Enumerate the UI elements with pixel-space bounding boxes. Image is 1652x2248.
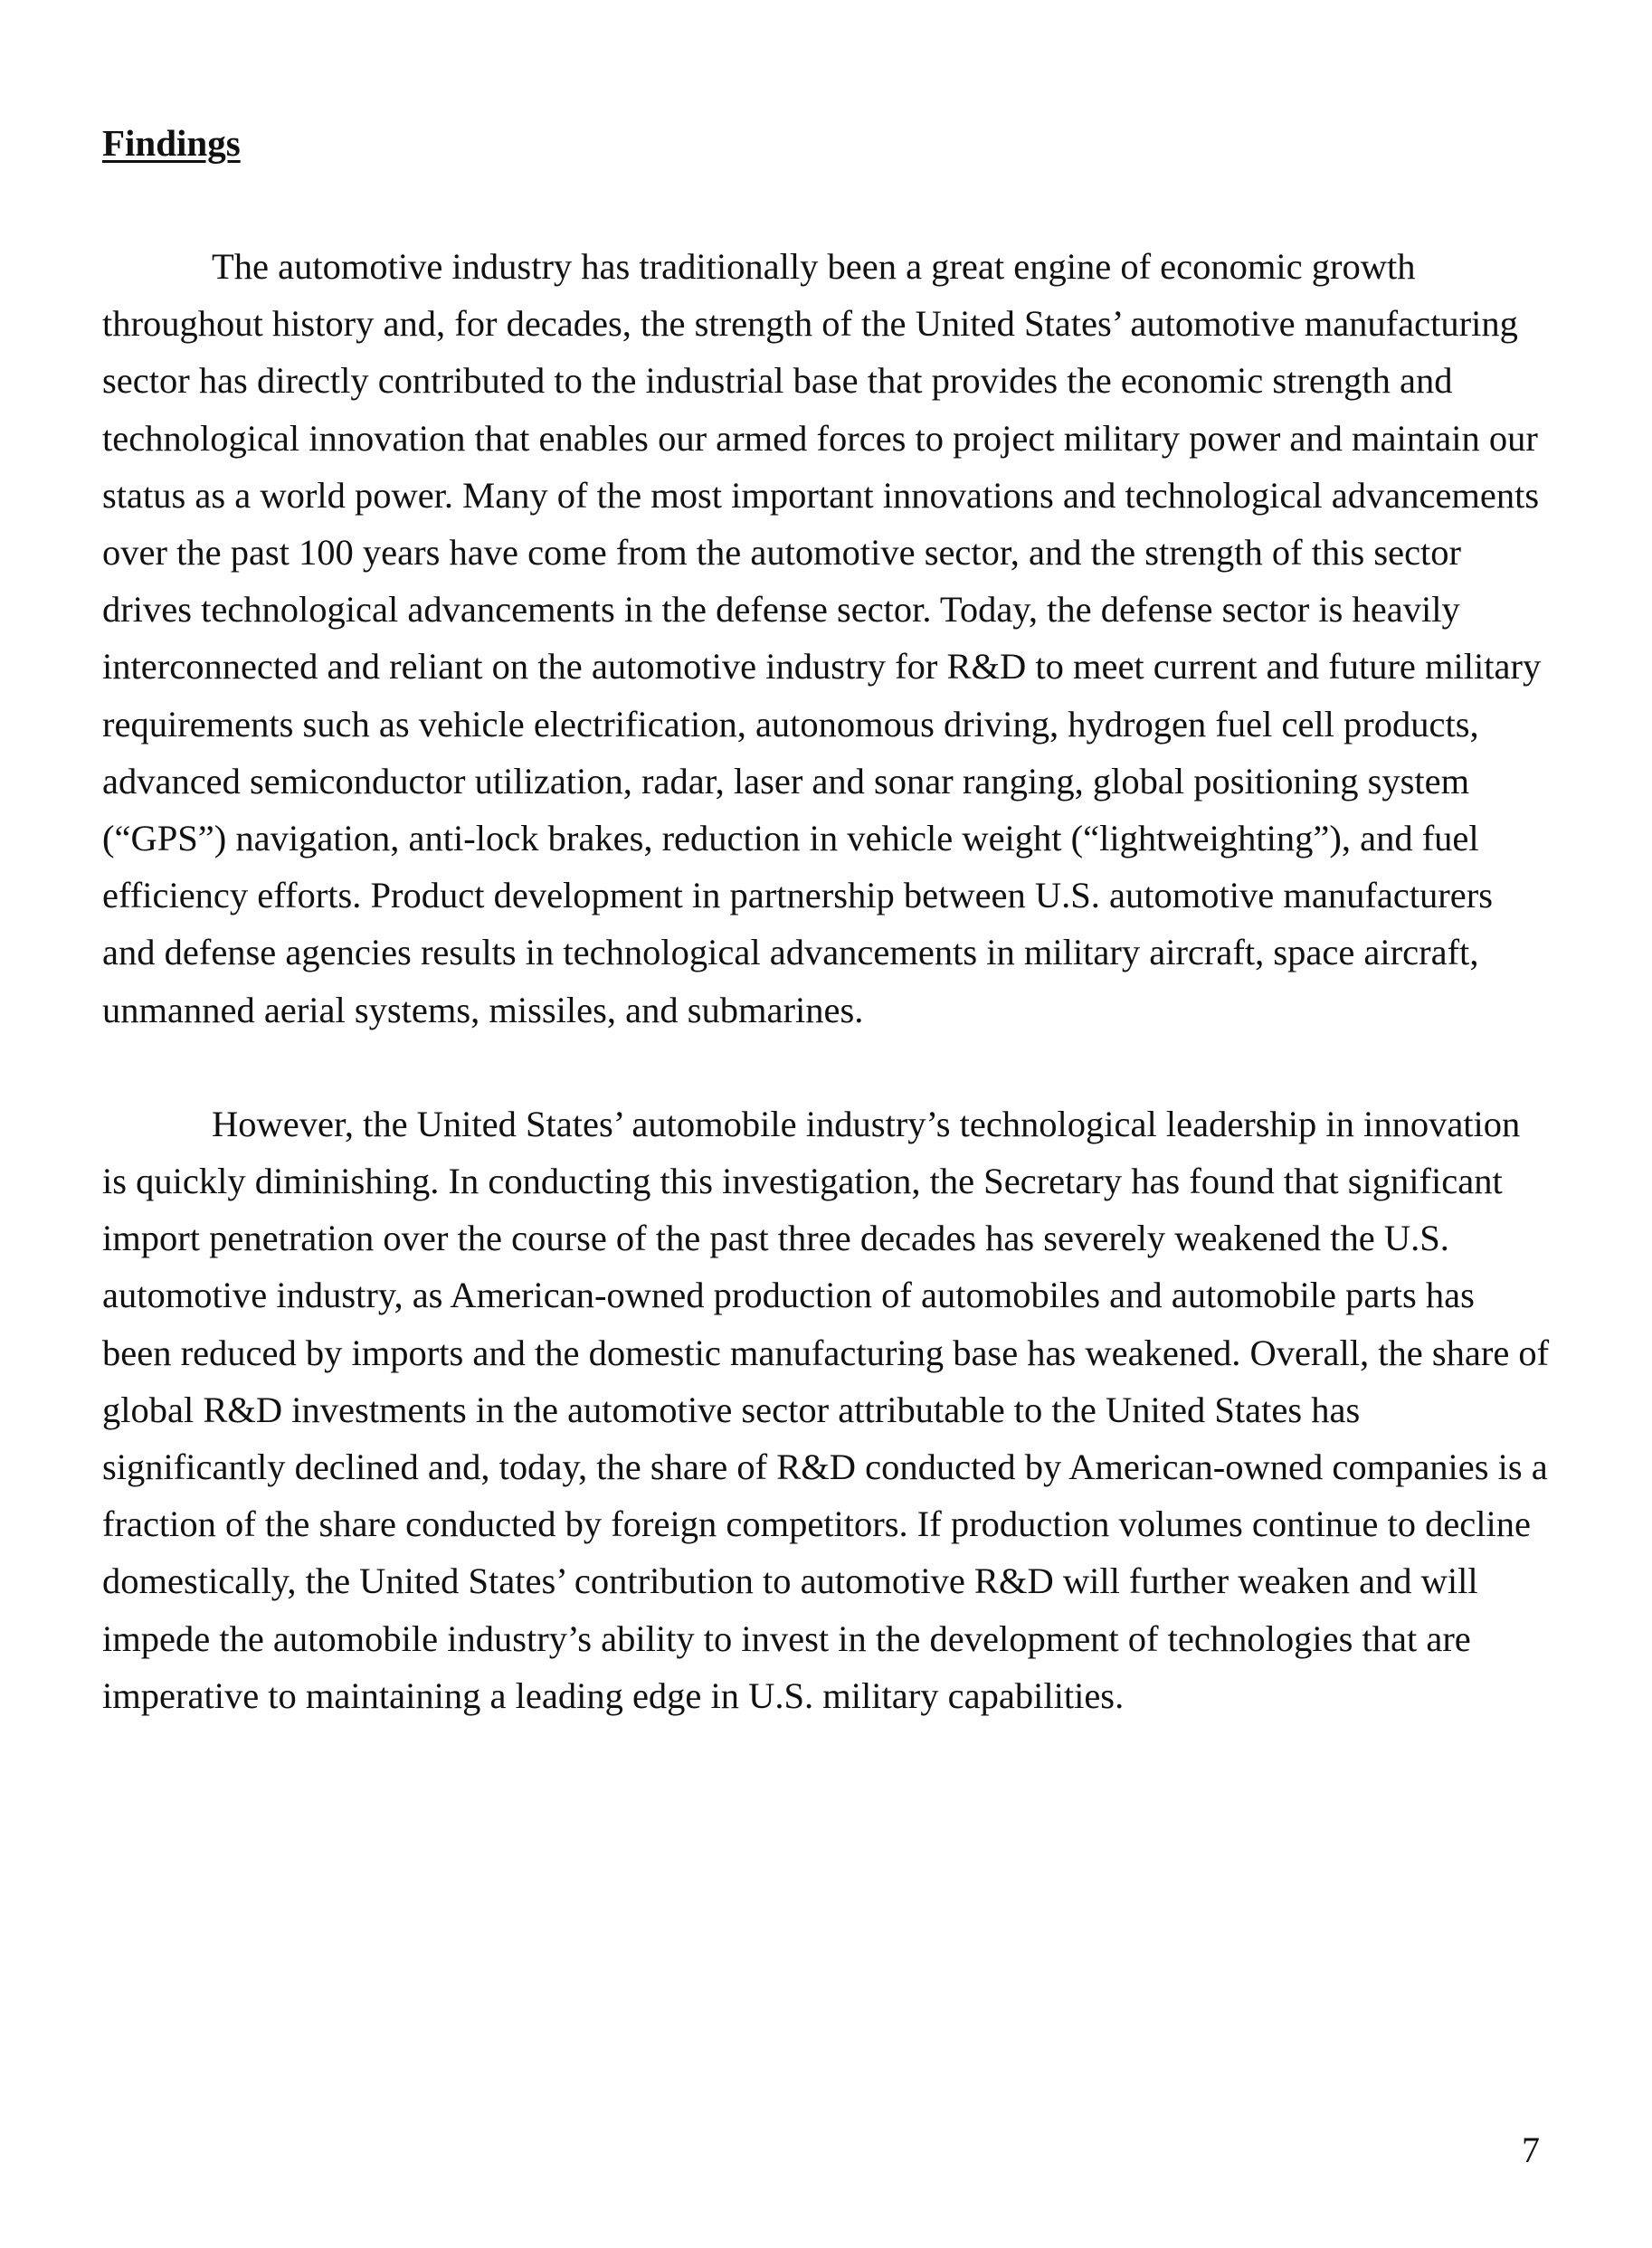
page-number: 7 [1522, 2129, 1540, 2170]
paragraph-1: The automotive industry has traditionally been a great engine of economic growth throughout history and, for decades, the strength of the United States’ automotive manufacturing sector has directly contributed to the industrial base that provides the economic strength and technological innovation that enables our armed forces to project military power and maintain our status as a world power. Many of the most important innovations and technological advancements over the past 100 years have come from the automotive sector, and the strength of this sector drives technological advancements in the defense sector. Today, the defense sector is heavily interconnected and reliant on the automotive industry for R&D to meet current and future military requirements such as vehicle electrification, autonomous driving, hydrogen fuel cell products, advanced semiconductor utilization, radar, laser and sonar ranging, global positioning system (“GPS”) navigation, anti-lock brakes, reduction in vehicle weight (“lightweighting”), and fuel efficiency efforts. Product development in partnership between U.S. automotive manufacturers and defense agencies results in technological advancements in military aircraft, space aircraft, unmanned aerial systems, missiles, and submarines. [102, 246, 1542, 1030]
paragraph-2: However, the United States’ automobile industry’s technological leadership in innovation is quickly diminishing. In conducting this investigation, the Secretary has found that significant import penetration over the course of the past three decades has severely weakened the U.S. automotive industry, as American-owned production of automobiles and automobile parts has been reduced by imports and the domestic manufacturing base has weakened. Overall, the share of global R&D investments in the automotive sector attributable to the United States has significantly declined and, today, the share of R&D conducted by American-owned companies is a fraction of the share conducted by foreign competitors. If production volumes continue to decline domestically, the United States’ contribution to automotive R&D will further weaken and will impede the automobile industry’s ability to invest in the development of technologies that are imperative to maintaining a leading edge in U.S. military capabilities. [102, 1103, 1550, 1716]
body-text [102, 238, 1550, 1724]
section-heading: Findings [102, 122, 241, 164]
